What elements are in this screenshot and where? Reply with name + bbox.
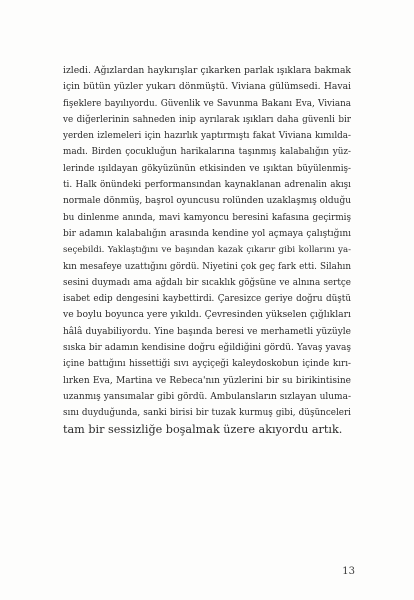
text-line: uzanmış yansımalar gibi gördü. Ambulansların sızlayan uluma- bbox=[63, 391, 351, 402]
text-line: içine battığını hissettiği sıvı ayçiçeği kaleydoskobun içinde kırı- bbox=[63, 359, 351, 370]
body-paragraph bbox=[63, 63, 351, 438]
text-line: sını duyduğunda, sanki birisi bir tuzak kurmuş gibi, düşünceleri bbox=[63, 408, 351, 419]
text-line: lırken Eva, Martina ve Rebeca'nın yüzlerini bir su birikintisine bbox=[63, 375, 351, 386]
text-line: yerden izlemeleri için hazırlık yaptırmıştı fakat Viviana kımılda- bbox=[63, 131, 351, 142]
text-line: madı. Birden çocukluğun harikalarına taşınmış kalabalığın yüz- bbox=[63, 147, 351, 158]
text-line: ve boylu boyunca yere yıkıldı. Çevresinden yükselen çığlıkları bbox=[63, 309, 351, 321]
text-line: ti. Halk önündeki performansından kaynaklanan adrenalin akışı bbox=[63, 180, 351, 191]
text-line: hâlâ duyabiliyordu. Yine başında beresi ve merhametli yüzüyle bbox=[63, 326, 351, 337]
text-line: bir adamın kalabalığın arasında kendine yol açmaya çalıştığını bbox=[63, 228, 351, 239]
text-line: kın mesafeye uzattığını gördü. Niyetini çok geç fark etti. Silahın bbox=[63, 261, 351, 272]
text-line: lerinde ışıldayan gökyüzünün etkisinden ve ışıktan büyülenmiş- bbox=[63, 163, 351, 174]
text-line: tam bir sessizliğe boşalmak üzere akıyordu artık. bbox=[63, 422, 343, 436]
text-line: normale dönmüş, başrol oyuncusu rolünden uzaklaşmış olduğu bbox=[63, 196, 352, 207]
text-line: ve diğerlerinin sahneden inip ayrılarak ışıkları daha güvenli bir bbox=[63, 114, 351, 125]
text-line: bu dinlenme anında, mavi kamyoncu beresini kafasına geçirmiş bbox=[63, 212, 351, 223]
text-line: izledi. Ağızlardan haykırışlar çıkarken parlak ışıklara bakmak bbox=[63, 65, 351, 76]
text-line: sesini duymadı ama ağdalı bir sıcaklık göğsüne ve alnına sertçe bbox=[63, 277, 351, 288]
text-line: seçebildi. Yaklaştığını ve başından kazak çıkarır gibi kollarını ya- bbox=[63, 245, 351, 256]
text-line: için bütün yüzler yukarı dönmüştü. Viviana gülümsedi. Havai bbox=[63, 81, 351, 93]
text-line: sıska bir adamın kendisine doğru eğildiğini gördü. Yavaş yavaş bbox=[63, 343, 351, 354]
page-number: 13 bbox=[342, 566, 355, 577]
text-line: fişeklere bayılıyordu. Güvenlik ve Savunma Bakanı Eva, Viviana bbox=[63, 98, 351, 109]
text-line: isabet edip dengesini kaybettirdi. Çaresizce geriye doğru düştü bbox=[63, 294, 351, 305]
